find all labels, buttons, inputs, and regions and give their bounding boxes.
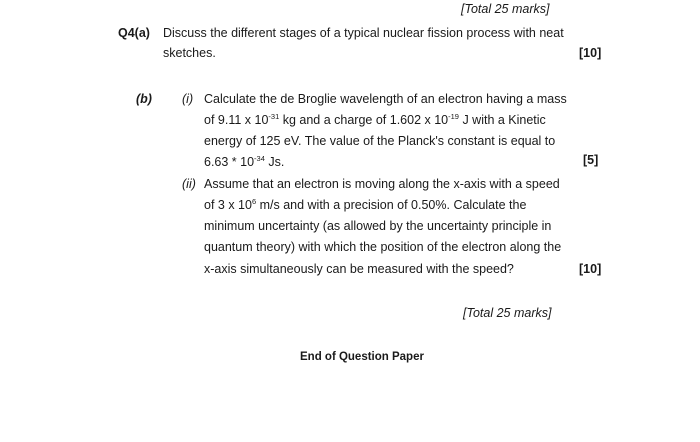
q4b-i-line2 xyxy=(204,113,546,127)
q4b-i-exponent-charge: -19 xyxy=(448,111,459,121)
q4b-i-marks: [5] xyxy=(583,153,599,167)
q4b-i-line4-part1: 6.63 * 10 xyxy=(204,155,255,169)
footer-total-marks: [Total 25 marks] xyxy=(463,306,552,320)
q4b-i-line2-part1: of 9.11 x 10 xyxy=(204,113,269,127)
q4b-i-exponent-mass: -31 xyxy=(268,111,280,121)
q4b-ii-line3: minimum uncertainty (as allowed by the uncertainty principle in xyxy=(204,219,552,233)
q4b-ii-line1: Assume that an electron is moving along the x-axis with a speed xyxy=(204,177,560,191)
q4b-i-line1: Calculate the de Broglie wavelength of an electron having a mass xyxy=(204,92,567,106)
q4b-i-line2-part3: J with a Kinetic xyxy=(458,113,546,127)
q4b-label: (b) xyxy=(136,92,152,106)
q4b-i-line4 xyxy=(204,155,284,169)
q4a-label: Q4(a) xyxy=(118,26,150,40)
q4b-ii-line2-part1: of 3 x 10 xyxy=(204,198,252,212)
end-of-paper: End of Question Paper xyxy=(300,351,424,363)
q4b-i-line2-part2: kg and a charge of 1.602 x 10 xyxy=(279,113,449,127)
q4b-i-line3: energy of 125 eV. The value of the Planck's constant is equal to xyxy=(204,134,556,148)
q4b-ii-exponent-speed: 6 xyxy=(251,196,257,206)
q4b-ii-marks: [10] xyxy=(579,262,602,276)
q4b-ii-line2-part2: m/s and with a precision of 0.50%. Calculate the xyxy=(256,198,527,212)
header-total-marks: [Total 25 marks] xyxy=(461,2,550,16)
q4b-ii-line5: x-axis simultaneously can be measured with the speed? xyxy=(204,262,514,276)
q4b-ii-line4: quantum theory) with which the position of the electron along the xyxy=(204,240,562,254)
q4b-ii-line2 xyxy=(204,198,526,212)
q4b-i-label: (i) xyxy=(182,92,194,106)
q4b-i-line4-part2: Js. xyxy=(264,155,285,169)
q4a-marks: [10] xyxy=(579,46,602,60)
q4b-ii-label: (ii) xyxy=(182,177,196,191)
q4b-i-exponent-planck: -34 xyxy=(254,153,265,163)
q4a-text-line1: Discuss the different stages of a typical nuclear fission process with neat xyxy=(163,26,564,40)
q4a-text-line2: sketches. xyxy=(163,46,216,60)
